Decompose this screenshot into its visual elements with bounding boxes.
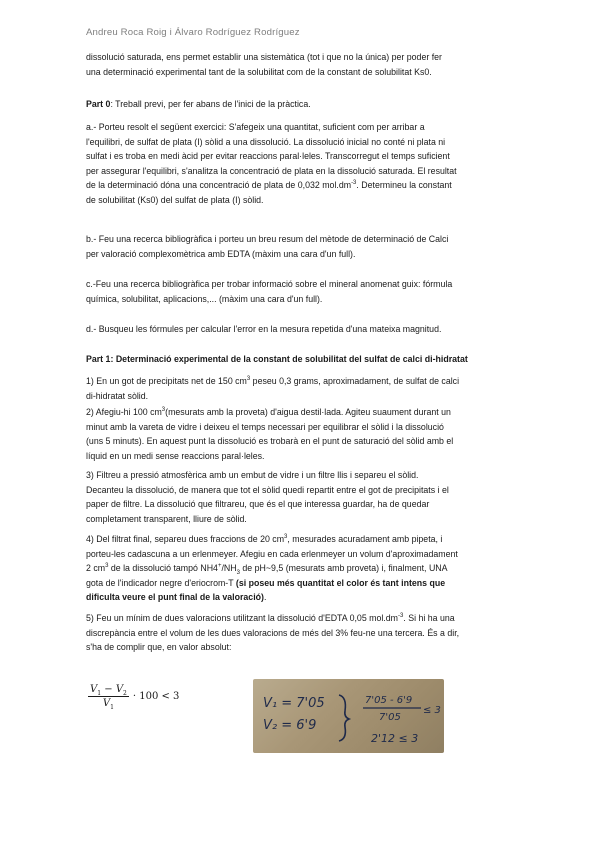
item-c-paragraph: c.-Feu una recerca bibliogràfica per trobar informació sobre el mineral anomenat guix: fórmula química, solubilitat, aplicacions,... (màxim una cara d'un full). (86, 279, 453, 304)
formula-fraction: $\frac{V_1 - V_2}{V_1}$ (90, 684, 127, 711)
step1-paragraph: 1) En un got de precipitats net de 150 $cm^3$ peseu 0,3 grams, aproximadament, de sulfat de calci di-hidratat sòlid. (86, 376, 460, 401)
item-a-paragraph: a.- Porteu resolt el següent exercici: S'afegeix una quantitat, suficient com per arribar a l'equilibri, de sulfat de plata (I) sòlid a una dissolució. La dissolució inicial no conté ni plata ni sulfat i es troba en medi àcid per evitar reaccions paral·leles. Transcorregut el temps suficient per assegurar l'equilibri, s'analitza la concentració de plata en la dissolució saturada. El resultat de la determinació dóna una concentració de plata de 0,032 $mol.dm^{-3}$. Determineu la constant de solubilitat (Ks0) del sulfat de plata (I) sòlid. (86, 122, 457, 205)
part1-heading: Part 1: Determinació experimental de la constant de solubilitat del sulfat de calci di-hidratat (86, 354, 468, 364)
part0-heading: Part 0: Treball previ, per fer abans de l'inici de la pràctica. (86, 99, 311, 109)
item-d-paragraph: d.- Busqueu les fórmules per calcular l'error en la mesura repetida d'una mateixa magnitud. (86, 324, 442, 334)
hw-result: 2'12 ≤ 3 (371, 732, 419, 745)
hw-lt: ≤ 3 (423, 705, 441, 716)
hw-v1: V₁ = 7'05 (263, 696, 325, 711)
discrepancy-formula: $\frac{V_1 - V_2}{V_1}$ · 100 < 3 (90, 684, 180, 711)
handwritten-calculation-photo (253, 679, 444, 753)
step4-paragraph: 4) Del filtrat final, separeu dues fraccions de 20 $cm^3$, mesurades acuradament amb pipeta, i porteu-les cadascuna a un erlenmeyer. Afegiu en cada erlenmeyer un volum d'aproximadament 2 $cm^3$ de la dissolució tampó $NH4^+/NH_3$ de pH~9,5 (mesurats amb proveta) i, finalment, UNA gota de l'indicador negre d'eriocrom-T (si poseu més quantitat el color és tant intens que dificulta veure el punt final de la valoració). (86, 534, 458, 603)
page-header: Andreu Roca Roig i Álvaro Rodríguez Rodríguez (86, 27, 300, 38)
step3-paragraph: 3) Filtreu a pressió atmosfèrica amb un embut de vidre i un filtre llis i separeu el sòlid. Decanteu la dissolució, de manera que tot el sòlid quedi repartit entre el got de precipitats i el paper de filtre. La dissolució que filtrareu, que és el que interessa guardar, ha de quedar completament transparent, lliure de sòlid. (86, 470, 449, 524)
step5-paragraph: 5) Feu un mínim de dues valoracions utilitzant la dissolució d'EDTA 0,05 $mol.dm^{-3}$. Si hi ha una discrepància entre el volum de les dues valoracions de més del 3% feu-ne una tercera. És a dir, s'ha de complir que, en valor absolut: (86, 613, 460, 653)
hw-v2: V₂ = 6'9 (263, 718, 317, 733)
step2-paragraph: 2) Afegiu-hi 100 $cm^3(mesurats$ amb la proveta) d'aigua destil·lada. Agiteu suaument durant un minut amb la vareta de vidre i deixeu el temps necessari per equilibrar el sòlid i la dissolució (uns 5 minuts). En aquest punt la dissolució es trobarà en el punt de saturació del sòlid amb el líquid en un medi sense reaccions paral·leles. (86, 407, 454, 461)
intro-paragraph: dissolució saturada, ens permet establir una sistemàtica (tot i que no la única) per poder fer una determinació experimental tant de la solubilitat com de la constant de solubilitat Ks0. (86, 52, 442, 77)
hw-brace (339, 695, 349, 741)
hw-frac-den: 7'05 (379, 712, 401, 723)
hw-frac-num: 7'05 - 6'9 (365, 695, 413, 706)
item-b-paragraph: b.- Feu una recerca bibliogràfica i porteu un breu resum del mètode de determinació de Calci per valoració complexomètrica amb EDTA (màxim una cara d'un full). (86, 234, 449, 259)
